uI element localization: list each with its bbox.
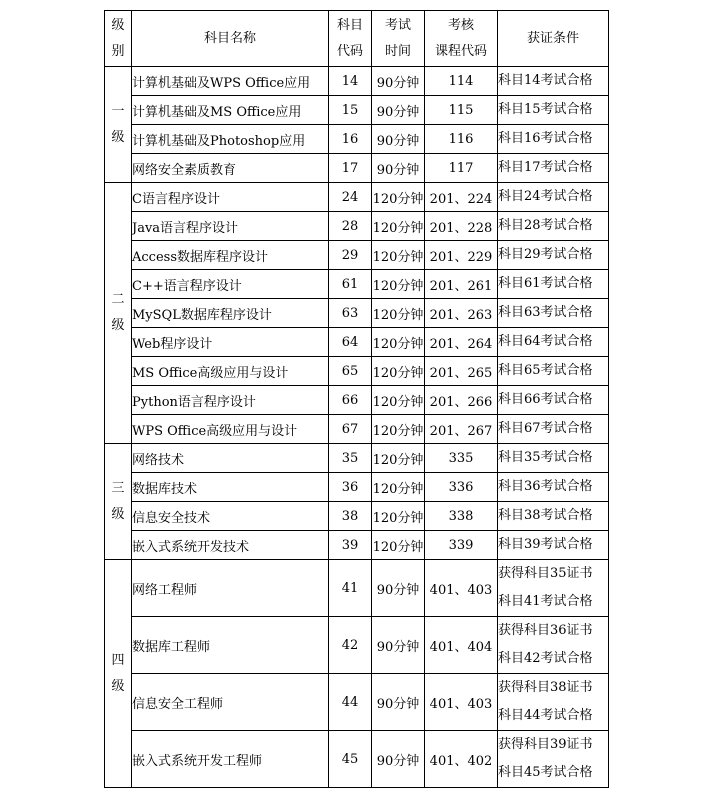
certificate-condition	[498, 357, 609, 386]
course-code: 201、261	[425, 270, 498, 299]
subject-code: 35	[329, 444, 372, 473]
subject-name: 计算机基础及WPS Office应用	[132, 67, 329, 96]
exam-time: 90分钟	[372, 617, 425, 674]
subject-code: 45	[329, 731, 372, 788]
condition-line: 科目14考试合格	[498, 73, 593, 88]
certificate-condition	[498, 386, 609, 415]
subject-code: 66	[329, 386, 372, 415]
subject-name: 信息安全工程师	[132, 674, 329, 731]
exam-time: 120分钟	[372, 386, 425, 415]
exam-time: 120分钟	[372, 270, 425, 299]
exam-time: 120分钟	[372, 241, 425, 270]
subject-code: 39	[329, 531, 372, 560]
condition-line: 科目29考试合格	[498, 247, 593, 262]
subject-name: 网络安全素质教育	[132, 154, 329, 183]
level-char: 级	[111, 506, 125, 522]
subject-name: C语言程序设计	[132, 183, 329, 212]
course-code: 116	[425, 125, 498, 154]
exam-time: 120分钟	[372, 357, 425, 386]
course-code: 201、267	[425, 415, 498, 444]
table-row	[105, 415, 609, 444]
table-row	[105, 270, 609, 299]
exam-time: 90分钟	[372, 67, 425, 96]
exam-time: 90分钟	[372, 674, 425, 731]
table-row	[105, 473, 609, 502]
subject-name: 数据库工程师	[132, 617, 329, 674]
condition-line: 科目35考试合格	[498, 450, 593, 465]
exam-time: 120分钟	[372, 531, 425, 560]
table-row	[105, 241, 609, 270]
level-char: 级	[111, 678, 125, 694]
course-code: 201、228	[425, 212, 498, 241]
certificate-condition	[498, 502, 609, 531]
certificate-condition	[498, 731, 609, 788]
subject-name: 信息安全技术	[132, 502, 329, 531]
level-cell	[105, 560, 132, 788]
course-code: 201、265	[425, 357, 498, 386]
table-row	[105, 444, 609, 473]
exam-time: 120分钟	[372, 502, 425, 531]
condition-line: 获得科目38证书	[498, 680, 593, 695]
table-row	[105, 154, 609, 183]
course-code: 201、229	[425, 241, 498, 270]
condition-line: 科目42考试合格	[498, 651, 593, 666]
level-char: 三	[111, 480, 125, 496]
subject-name: 计算机基础及Photoshop应用	[132, 125, 329, 154]
subject-code: 15	[329, 96, 372, 125]
exam-subjects-table	[104, 10, 609, 788]
subject-name: 数据库技术	[132, 473, 329, 502]
table-row	[105, 560, 609, 617]
subject-code: 67	[329, 415, 372, 444]
certificate-condition	[498, 560, 609, 617]
course-code: 201、264	[425, 328, 498, 357]
subject-code: 24	[329, 183, 372, 212]
exam-time: 90分钟	[372, 560, 425, 617]
certificate-condition	[498, 212, 609, 241]
level-char: 级	[111, 318, 125, 333]
condition-line: 科目65考试合格	[498, 363, 593, 378]
course-code: 339	[425, 531, 498, 560]
course-code: 338	[425, 502, 498, 531]
table-row	[105, 67, 609, 96]
exam-time: 120分钟	[372, 415, 425, 444]
condition-line: 科目38考试合格	[498, 508, 593, 523]
certificate-condition	[498, 67, 609, 96]
course-code: 115	[425, 96, 498, 125]
table-header-row	[105, 11, 609, 67]
course-code: 401、403	[425, 560, 498, 617]
condition-line: 科目39考试合格	[498, 537, 593, 552]
level-cell	[105, 67, 132, 183]
subject-name: 网络技术	[132, 444, 329, 473]
course-code: 201、224	[425, 183, 498, 212]
certificate-condition	[498, 125, 609, 154]
exam-time: 90分钟	[372, 125, 425, 154]
condition-line: 科目44考试合格	[498, 708, 593, 723]
subject-code: 64	[329, 328, 372, 357]
table-row	[105, 125, 609, 154]
course-code: 114	[425, 67, 498, 96]
certificate-condition	[498, 617, 609, 674]
exam-time: 120分钟	[372, 473, 425, 502]
subject-code: 65	[329, 357, 372, 386]
subject-name: WPS Office高级应用与设计	[132, 415, 329, 444]
subject-code: 14	[329, 67, 372, 96]
table-row	[105, 357, 609, 386]
course-code: 201、263	[425, 299, 498, 328]
subject-name: 嵌入式系统开发工程师	[132, 731, 329, 788]
condition-line: 科目66考试合格	[498, 392, 593, 407]
exam-time: 120分钟	[372, 328, 425, 357]
condition-line: 科目45考试合格	[498, 765, 593, 780]
subject-code: 38	[329, 502, 372, 531]
subject-code: 41	[329, 560, 372, 617]
table-body	[105, 67, 609, 788]
certificate-condition	[498, 473, 609, 502]
header-subject-name: 科目名称	[132, 11, 329, 67]
certificate-condition	[498, 531, 609, 560]
level-cell	[105, 183, 132, 444]
subject-code: 29	[329, 241, 372, 270]
exam-time: 120分钟	[372, 299, 425, 328]
subject-code: 63	[329, 299, 372, 328]
header-certificate-condition: 获证条件	[498, 11, 609, 67]
condition-line: 科目67考试合格	[498, 421, 593, 436]
table-row	[105, 531, 609, 560]
level-char: 四	[111, 652, 125, 668]
level-char: 一	[111, 103, 125, 119]
subject-code: 16	[329, 125, 372, 154]
certificate-condition	[498, 444, 609, 473]
course-code: 117	[425, 154, 498, 183]
certificate-condition	[498, 328, 609, 357]
exam-time: 90分钟	[372, 154, 425, 183]
condition-line: 科目61考试合格	[498, 276, 593, 291]
table-row	[105, 617, 609, 674]
subject-name: 计算机基础及MS Office应用	[132, 96, 329, 125]
certificate-condition	[498, 241, 609, 270]
condition-line: 获得科目35证书	[498, 566, 593, 581]
table-row	[105, 299, 609, 328]
subject-code: 61	[329, 270, 372, 299]
condition-line: 科目15考试合格	[498, 102, 593, 117]
condition-line: 科目36考试合格	[498, 479, 593, 494]
subject-name: Python语言程序设计	[132, 386, 329, 415]
subject-code: 28	[329, 212, 372, 241]
table-row	[105, 212, 609, 241]
condition-line: 科目16考试合格	[498, 131, 593, 146]
condition-line: 科目24考试合格	[498, 189, 593, 204]
subject-code: 44	[329, 674, 372, 731]
table-row	[105, 502, 609, 531]
certificate-condition	[498, 674, 609, 731]
table-row	[105, 96, 609, 125]
table-row	[105, 386, 609, 415]
condition-line: 获得科目36证书	[498, 623, 593, 638]
table-row	[105, 731, 609, 788]
subject-name: 嵌入式系统开发技术	[132, 531, 329, 560]
condition-line: 科目41考试合格	[498, 594, 593, 609]
header-subject-code: 科目 代码	[329, 11, 372, 67]
table-row	[105, 183, 609, 212]
subject-name: C++语言程序设计	[132, 270, 329, 299]
level-char: 级	[111, 129, 125, 145]
condition-line: 科目64考试合格	[498, 334, 593, 349]
header-course-code: 考核 课程代码	[425, 11, 498, 67]
condition-line: 科目17考试合格	[498, 160, 593, 175]
subject-name: MySQL数据库程序设计	[132, 299, 329, 328]
subject-name: MS Office高级应用与设计	[132, 357, 329, 386]
course-code: 335	[425, 444, 498, 473]
level-cell	[105, 444, 132, 560]
subject-code: 42	[329, 617, 372, 674]
certificate-condition	[498, 154, 609, 183]
subject-code: 17	[329, 154, 372, 183]
exam-time: 120分钟	[372, 183, 425, 212]
condition-line: 科目63考试合格	[498, 305, 593, 320]
certificate-condition	[498, 299, 609, 328]
subject-name: 网络工程师	[132, 560, 329, 617]
subject-code: 36	[329, 473, 372, 502]
certificate-condition	[498, 96, 609, 125]
certificate-condition	[498, 183, 609, 212]
exam-time: 90分钟	[372, 731, 425, 788]
subject-name: Access数据库程序设计	[132, 241, 329, 270]
course-code: 201、266	[425, 386, 498, 415]
certificate-condition	[498, 415, 609, 444]
exam-time: 90分钟	[372, 96, 425, 125]
course-code: 401、403	[425, 674, 498, 731]
table-row	[105, 328, 609, 357]
header-exam-time: 考试 时间	[372, 11, 425, 67]
condition-line: 获得科目39证书	[498, 737, 593, 752]
certificate-condition	[498, 270, 609, 299]
subject-name: Java语言程序设计	[132, 212, 329, 241]
level-char: 二	[111, 292, 125, 307]
table-row	[105, 674, 609, 731]
header-level: 级 别	[105, 11, 132, 67]
subject-name: Web程序设计	[132, 328, 329, 357]
course-code: 336	[425, 473, 498, 502]
exam-time: 120分钟	[372, 212, 425, 241]
course-code: 401、404	[425, 617, 498, 674]
condition-line: 科目28考试合格	[498, 218, 593, 233]
course-code: 401、402	[425, 731, 498, 788]
exam-time: 120分钟	[372, 444, 425, 473]
